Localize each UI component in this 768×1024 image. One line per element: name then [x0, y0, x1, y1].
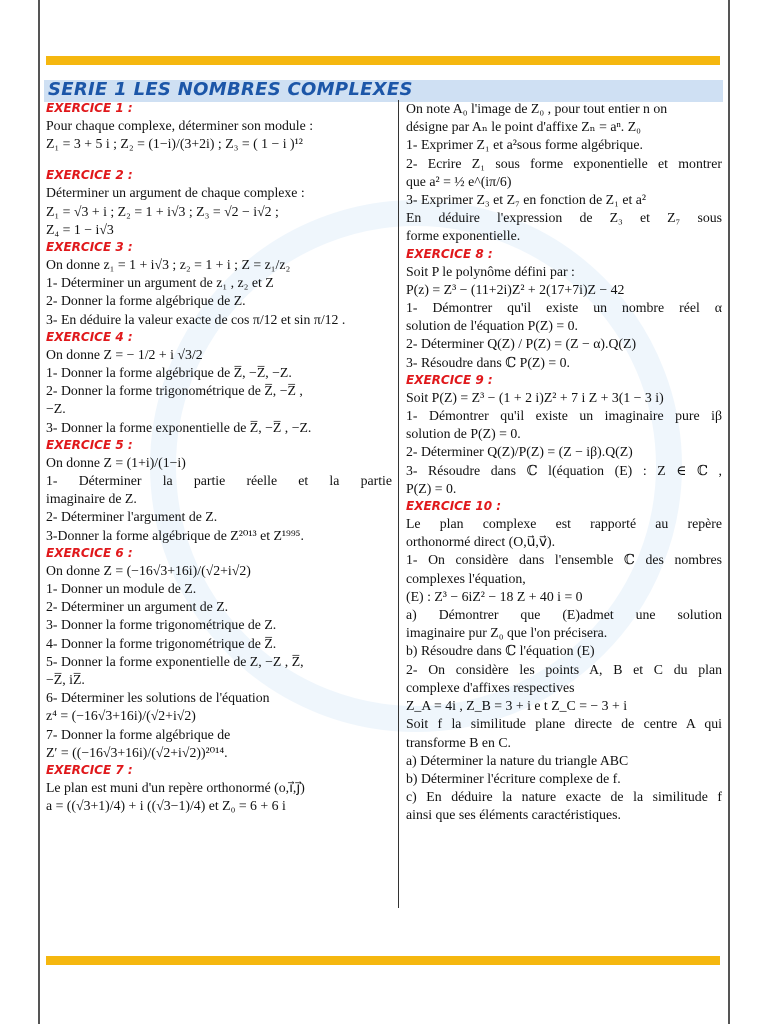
- text-line: 3- Exprimer Z₃ et Z₇ en fonction de Z₁ et a²: [406, 192, 646, 208]
- exercise-heading: EXERCICE 7 :: [46, 763, 133, 778]
- text-line: forme exponentielle.: [406, 228, 521, 244]
- text-line: Déterminer un argument de chaque complexe :: [46, 185, 305, 201]
- left-margin-line: [38, 0, 40, 1024]
- text-line: 3- Donner la forme trigonométrique de Z.: [46, 617, 277, 633]
- exercise-heading: EXERCICE 1 :: [46, 101, 133, 115]
- text-line: Le plan complexe est rapporté au repère: [406, 516, 722, 532]
- text-line: a) Démontrer que (E)admet une solution: [406, 607, 722, 623]
- text-line: On donne Z = − 1/2 + i √3/2: [46, 346, 203, 362]
- exercise-heading: EXERCICE 10 :: [406, 499, 502, 514]
- text-line: 2- Donner la forme algébrique de Z.: [46, 293, 246, 309]
- bottom-yellow-bar: [46, 956, 720, 965]
- text-line: désigne par Aₙ le point d'affixe Zₙ = aⁿ. Z₀: [406, 119, 641, 135]
- left-column: [46, 100, 392, 816]
- page-title: SERIE 1 LES NOMBRES COMPLEXES: [48, 79, 413, 100]
- text-line: 5- Donner la forme exponentielle de Z, −Z , Z̅,: [46, 653, 304, 669]
- text-line: imaginaire de Z.: [46, 491, 137, 507]
- text-line: imaginaire pur Z₀ que l'on précisera.: [406, 625, 608, 641]
- top-yellow-bar: [46, 56, 720, 65]
- exercise-heading: EXERCICE 6 :: [46, 545, 133, 560]
- text-line: P(Z) = 0.: [406, 480, 457, 496]
- exercise-heading: EXERCICE 3 :: [46, 240, 133, 255]
- exercise-heading: EXERCICE 9 :: [406, 372, 493, 387]
- text-line: Z₄ = 1 − i√3: [46, 221, 114, 237]
- text-line: a) Déterminer la nature du triangle ABC: [406, 752, 629, 768]
- text-line: 1- Exprimer Z₁ et a²sous forme algébrique.: [406, 137, 643, 153]
- text-line: 3- Donner la forme exponentielle de Z̅, −Z̅ , −Z.: [46, 419, 312, 435]
- text-line: −Z̅, iZ̅.: [46, 672, 85, 688]
- text-line: 6- Déterminer les solutions de l'équation: [46, 690, 270, 706]
- text-line: 2- Ecrire Z₁ sous forme exponentielle et montrer: [406, 155, 722, 171]
- text-line: Z_A = 4i , Z_B = 3 + i e t Z_C = − 3 + i: [406, 698, 628, 714]
- text-line: 2- Déterminer l'argument de Z.: [46, 509, 218, 525]
- text-line: Le plan est muni d'un repère orthonormé (o,i⃗,j⃗): [46, 780, 305, 796]
- text-line: En déduire l'expression de Z₃ et Z₇ sous: [406, 210, 722, 226]
- text-line: solution de l'équation P(Z) = 0.: [406, 318, 578, 334]
- text-line: complexes l'équation,: [406, 570, 526, 586]
- text-line: Z′ = ((−16√3+16i)/(√2+i√2))²⁰¹⁴.: [46, 744, 228, 760]
- right-column: [406, 100, 722, 825]
- text-line: 7- Donner la forme algébrique de: [46, 726, 231, 742]
- text-line: 1- Donner la forme algébrique de Z̅, −Z̅, −Z.: [46, 365, 292, 381]
- text-line: orthonormé direct (O,u⃗,v⃗).: [406, 534, 556, 550]
- text-line: 3- Résoudre dans ℂ l(équation (E) : Z ∈ ℂ ,: [406, 462, 722, 478]
- text-line: 2- Déterminer Q(Z)/P(Z) = (Z − iβ).Q(Z): [406, 444, 633, 460]
- text-line: ainsi que ses éléments caractéristiques.: [406, 807, 621, 823]
- text-line: 3-Donner la forme algébrique de Z²⁰¹³ et Z¹⁹⁹⁵.: [46, 527, 304, 543]
- text-line: 2- Donner la forme trigonométrique de Z̅, −Z̅ ,: [46, 383, 303, 399]
- text-line: Soit P le polynôme défini par :: [406, 263, 575, 279]
- text-line: 1- Donner un module de Z.: [46, 581, 197, 597]
- text-line: 1- Démontrer qu'il existe un nombre réel α: [406, 300, 722, 316]
- text-line: On donne Z = (1+i)/(1−i): [46, 454, 186, 470]
- text-line: 2- Déterminer Q(Z) / P(Z) = (Z − α).Q(Z): [406, 336, 637, 352]
- text-line: 2- On considère les points A, B et C du plan: [406, 661, 722, 677]
- text-line: 2- Déterminer un argument de Z.: [46, 599, 229, 615]
- text-line: c) En déduire la nature exacte de la similitude f: [406, 789, 722, 805]
- text-line: a = ((√3+1)/4) + i ((√3−1)/4) et Z₀ = 6 + 6 i: [46, 798, 286, 814]
- column-divider: [398, 100, 399, 908]
- text-line: z⁴ = (−16√3+16i)/(√2+i√2): [46, 708, 196, 724]
- exercise-heading: EXERCICE 4 :: [46, 329, 133, 344]
- text-line: 1- On considère dans l'ensemble ℂ des nombres: [406, 552, 722, 568]
- text-line: Pour chaque complexe, déterminer son module :: [46, 118, 314, 133]
- text-line: −Z.: [46, 401, 66, 417]
- exercise-heading: EXERCICE 2 :: [46, 168, 133, 183]
- text-line: 3- Résoudre dans ℂ P(Z) = 0.: [406, 354, 570, 370]
- text-line: 1- Déterminer la partie réelle et la partie: [46, 473, 392, 489]
- exercise-heading: EXERCICE 5 :: [46, 437, 133, 452]
- text-line: P(z) = Z³ − (11+2i)Z² + 2(17+7i)Z − 42: [406, 281, 625, 297]
- text-line: Soit f la similitude plane directe de centre A qui: [406, 716, 722, 732]
- exercise-heading: EXERCICE 8 :: [406, 246, 493, 261]
- text-line: transforme B en C.: [406, 734, 511, 750]
- text-line: solution de P(Z) = 0.: [406, 426, 521, 442]
- text-line: b) Déterminer l'écriture complexe de f.: [406, 770, 621, 786]
- text-line: On donne z₁ = 1 + i√3 ; z₂ = 1 + i ; Z = z₁/z₂: [46, 257, 291, 273]
- text-line: 3- En déduire la valeur exacte de cos π/12 et sin π/12 .: [46, 311, 346, 327]
- text-line: b) Résoudre dans ℂ l'équation (E): [406, 643, 595, 659]
- text-line: On note A₀ l'image de Z₀ , pour tout entier n on: [406, 101, 668, 116]
- text-line: 1- Démontrer qu'il existe un imaginaire pure iβ: [406, 408, 722, 424]
- text-line: (E) : Z³ − 6iZ² − 18 Z + 40 i = 0: [406, 588, 583, 604]
- text-line: 4- Donner la forme trigonométrique de Z̅.: [46, 635, 277, 651]
- text-line: 1- Déterminer un argument de z₁ , z₂ et Z: [46, 275, 274, 291]
- right-margin-line: [728, 0, 730, 1024]
- spacer: [46, 153, 392, 167]
- text-line: On donne Z = (−16√3+16i)/(√2+i√2): [46, 562, 251, 578]
- text-line: Z₁ = √3 + i ; Z₂ = 1 + i√3 ; Z₃ = √2 − i√2 ;: [46, 203, 279, 219]
- text-line: complexe d'affixes respectives: [406, 679, 575, 695]
- text-line: que a² = ½ e^(iπ/6): [406, 173, 512, 189]
- text-line: Z₁ = 3 + 5 i ; Z₂ = (1−i)/(3+2i) ; Z₃ = ( 1 − i )¹²: [46, 136, 303, 152]
- text-line: Soit P(Z) = Z³ − (1 + 2 i)Z² + 7 i Z + 3(1 − 3 i): [406, 389, 664, 405]
